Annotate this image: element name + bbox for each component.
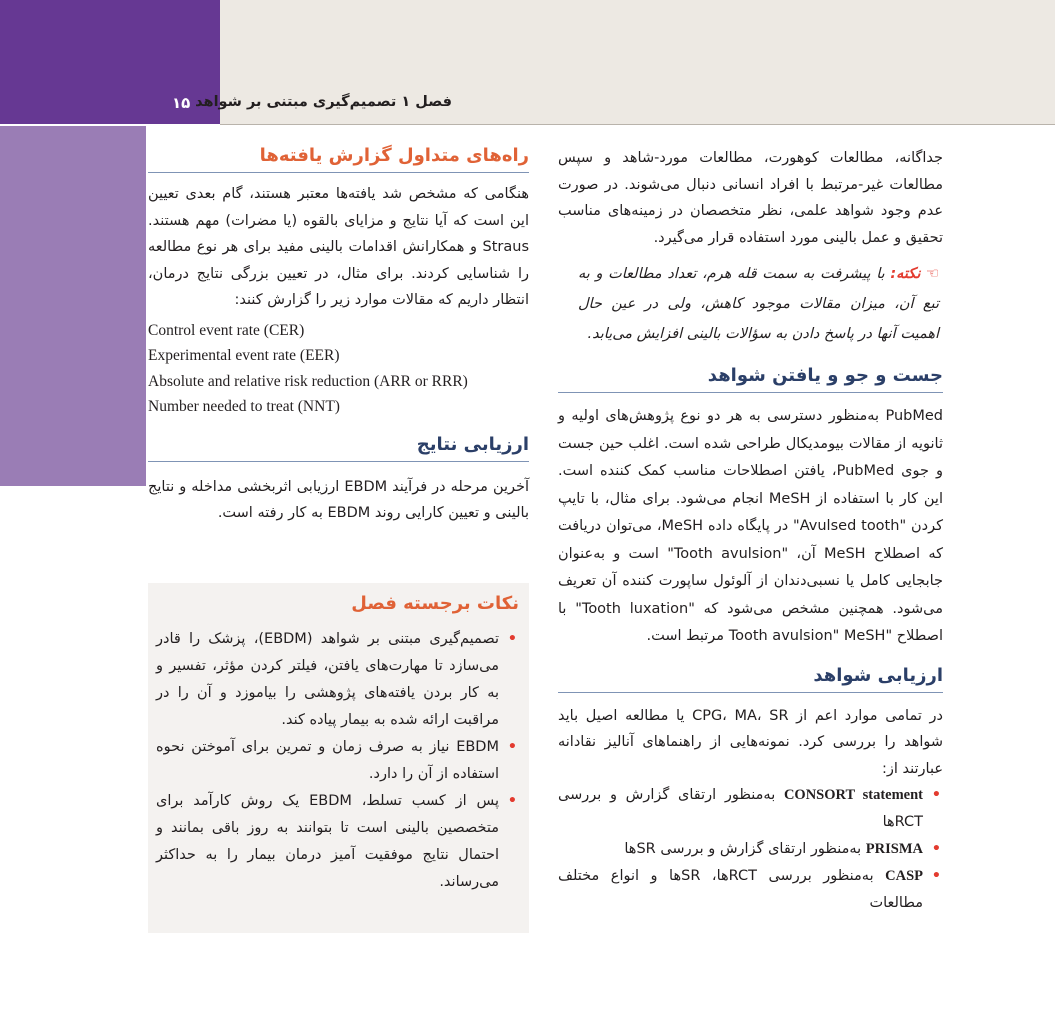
measures-list: [148, 318, 529, 420]
bullet-icon: •: [931, 787, 941, 803]
list-item: • پس از کسب تسلط، EBDM یک روش کارآمد برای متخصصین بالینی است تا بتوانند به روز باقی بمانند و احتمال نتایج موفقیت آمیز درمان بیمار را به حداکثر می‌رساند.: [156, 788, 519, 896]
highlights-heading: نکات برجسته فصل: [351, 593, 519, 614]
bullet-icon: •: [507, 793, 517, 809]
list-item: Absolute and relative risk reduction (ARR or RRR): [148, 372, 468, 390]
note-label: نکته:: [890, 266, 921, 282]
results-paragraph: آخرین مرحله در فرآیند EBDM ارزیابی اثربخشی مداخله و نتایج بالینی و تعیین کارایی روند EBDM به کار رفته است.: [148, 478, 530, 521]
bullet-icon: •: [931, 841, 941, 857]
search-heading: جست و جو و یافتن شواهد: [558, 365, 943, 393]
pointing-hand-icon: ☜: [926, 266, 940, 282]
list-item: • تصمیم‌گیری مبتنی بر شواهد (EBDM)، پزشک را قادر می‌سازد تا مهارت‌های یافتن، فیلتر کردن مؤثر، تفسیر و به کار بردن یافته‌های پژوهشی را بیاموزد و آن را در مراقبت ارائه شده به بیمار پیاده کند.: [156, 626, 519, 734]
list-item: • CASP به‌منظور بررسی RCTها، SRها و انواع مختلف مطالعات: [558, 863, 943, 917]
appraisal-paragraph: در تمامی موارد اعم از CPG، MA، SR یا مطالعه اصیل باید شواهد را بررسی کرد. نمونه‌هایی از راهنماهای آنالیز نقادانه عبارتند از:: [558, 707, 943, 777]
header-divider: [220, 124, 1055, 125]
bullet-icon: •: [507, 631, 517, 647]
critical-appraisal-guides: [558, 782, 943, 917]
left-column: [148, 145, 529, 527]
intro-paragraph: جداگانه، مطالعات کوهورت، مطالعات مورد-شاهد و سپس مطالعات غیر-مرتبط با افراد انسانی دنبال می‌شوند. در صورت عدم وجود شواهد علمی، نظر متخصصان در زمینه‌های مناسب تحقیق و عمل بالینی مورد استفاده قرار می‌گیرد.: [558, 150, 943, 246]
bullet-icon: •: [507, 739, 517, 755]
report-paragraph: هنگامی که مشخص شد یافته‌ها معتبر هستند، گام بعدی تعیین این است که آیا نتایج و مزایای بالقوه (یا مضرات) مهم هستند. Straus و همکارانش اقدامات بالینی مفید برای هر نوع مطالعه را شناسایی کردند. برای مثال، در تعیین بزرگی نتایج درمان، انتظار داریم که مقالات موارد زیر را گزارش کنند:: [148, 186, 529, 308]
highlights-box: [148, 583, 529, 933]
list-item: Experimental event rate (EER): [148, 347, 340, 364]
report-heading: راه‌های متداول گزارش یافته‌ها: [148, 145, 529, 173]
note-text: با پیشرفت به سمت قله هرم، تعداد مطالعات و به تبع آن، میزان مقالات موجود کاهش، ولی در عین حال اهمیت آنها در پاسخ دادن به سؤالات بالینی افزایش می‌یابد.: [578, 266, 939, 342]
appraisal-heading: ارزیابی شواهد: [558, 665, 943, 693]
results-heading: ارزیابی نتایج: [148, 434, 529, 462]
list-item: • PRISMA به‌منظور ارتقای گزارش و بررسی SRها: [558, 836, 943, 863]
note-box: [558, 259, 943, 349]
list-item: • EBDM نیاز به صرف زمان و تمرین برای آموختن نحوه استفاده از آن را دارد.: [156, 734, 519, 788]
page-number: ۱۵: [172, 94, 191, 112]
list-item: • CONSORT statement به‌منظور ارتقای گزارش و بررسی RCTها: [558, 782, 943, 836]
side-tab: [0, 126, 146, 486]
search-paragraph: PubMed به‌منظور دسترسی به هر دو نوع پژوهش‌های اولیه و ثانویه از مقالات بیومدیکال طراحی شده است. اغلب حین جست و جوی PubMed، یافتن اصطلاحات مناسب کمک کننده است. این کار با استفاده از MeSH انجام می‌شود. برای مثال، با تایپ کردن "Avulsed tooth" در پایگاه داده MeSH، می‌توان دریافت که اصطلاح MeSH آن، "Tooth avulsion" است و به‌عنوان جابجایی کامل یا نسبی‌دندان از آلوئول ساپورت کننده آن تعریف می‌شود. همچنین مشخص می‌شود که "Tooth luxation" با اصطلاح "Tooth avulsion" MeSH مرتبط است.: [558, 408, 944, 644]
right-column: [558, 145, 943, 917]
highlights-list: [156, 626, 519, 896]
chapter-title: فصل ۱ تصمیم‌گیری مبتنی بر شواهد: [195, 94, 452, 110]
list-item: Number needed to treat (NNT): [148, 398, 340, 415]
list-item: Control event rate (CER): [148, 321, 305, 339]
bullet-icon: •: [931, 868, 941, 884]
